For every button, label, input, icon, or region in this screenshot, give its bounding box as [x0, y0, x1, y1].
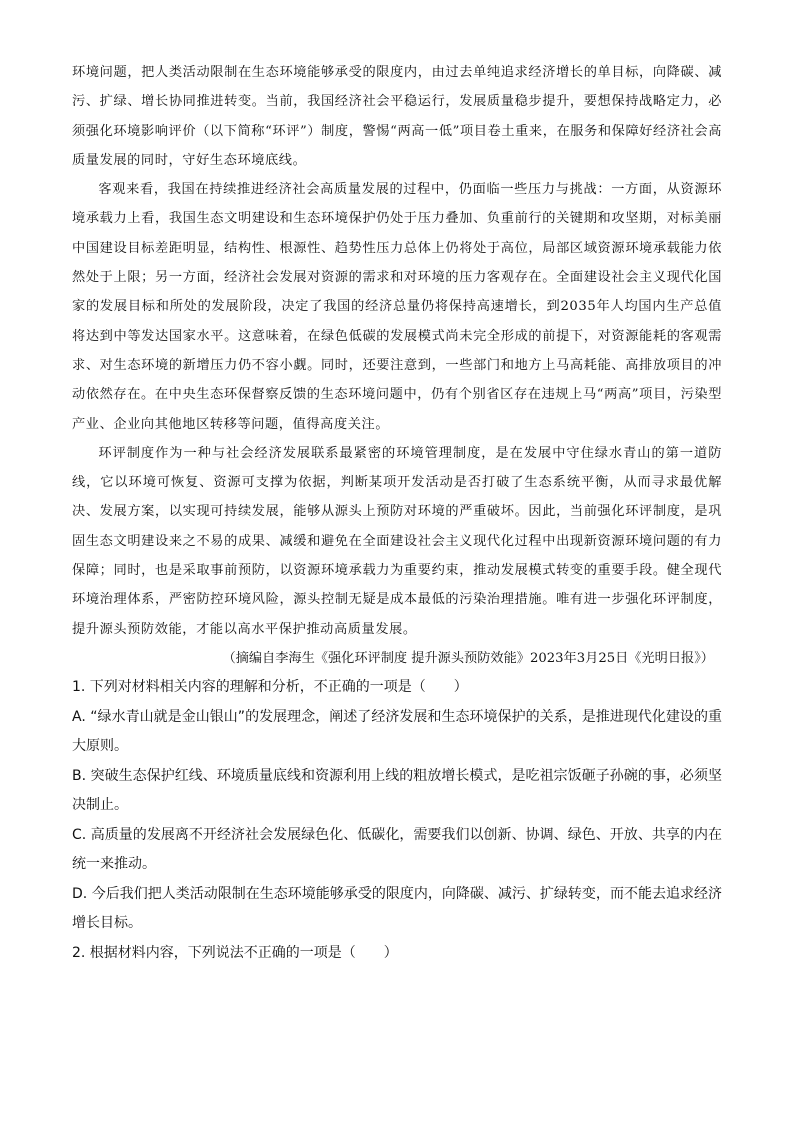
question-2 — [72, 939, 722, 969]
article-paragraph-1: 环境问题，把人类活动限制在生态环境能够承受的限度内，由过去单纯追求经济增长的单目标，向降碳、减污、扩绿、增长协同推进转变。当前，我国经济社会平稳运行，发展质量稳步提升，要想保持战略定力，必须强化环境影响评价（以下简称“环评”）制度，警惕“两高一低”项目卷土重来，在服务和保障好经济社会高质量发展的同时，守好生态环境底线。 — [72, 65, 722, 168]
article-paragraph-3: 环评制度作为一种与社会经济发展联系最紧密的环境管理制度，是在发展中守住绿水青山的第一道防线，它以环境可恢复、资源可支撑为依据，判断某项开发活动是否打破了生态系统平衡，从而寻求最优解决、发展方案，以实现可持续发展，能够从源头上预防对环境的严重破坏。因此，当前强化环评制度，是巩固生态文明建设来之不易的成果、减缓和避免在全面建设社会主义现代化过程中出现新资源环境问题的有力保障；同时，也是采取事前预防，以资源环境承载力为重要约束，推动发展模式转变的重要手段。健全现代环境治理体系，严密防控环境风险，源头控制无疑是成本最低的污染治理措施。唯有进一步强化环评制度，提升源头预防效能，才能以高水平保护推动高质量发展。 — [72, 445, 722, 637]
question-1 — [72, 673, 722, 939]
article-paragraph-2: 客观来看，我国在持续推进经济社会高质量发展的过程中，仍面临一些压力与挑战：一方面，从资源环境承载力上看，我国生态文明建设和生态环境保护仍处于压力叠加、负重前行的关键期和攻坚期，对标美丽中国建设目标差距明显，结构性、根源性、趋势性压力总体上仍将处于高位，局部区域资源环境承载能力依然处于上限；另一方面，经济社会发展对资源的需求和对环境的压力客观存在。全面建设社会主义现代化国家的发展目标和所处的发展阶段，决定了我国的经济总量仍将保持高速增长，到2035年人均国内生产总值将达到中等发达国家水平。这意味着，在绿色低碳的发展模式尚未完全形成的前提下，对资源能耗的客观需求、对生态环境的新增压力仍不容小觑。同时，还要注意到，一些部门和地方上马高耗能、高排放项目的冲动依然存在。在中央生态环保督察反馈的生态环境问题中，仍有个别省区存在违规上马“两高”项目，污染型产业、企业向其他地区转移等问题，值得高度关注。 — [72, 182, 722, 432]
article-source: （摘编自李海生《强化环评制度 提升源头预防效能》2023年3月25日《光明日报》） — [222, 650, 714, 666]
question-stem: 2. 根据材料内容，下列说法不正确的一项是（ ） — [72, 944, 398, 961]
document-page — [72, 58, 722, 968]
option-c: C. 高质量的发展离不开经济社会发展绿色化、低碳化，需要我们以创新、协调、绿色、开放、共享的内在统一来推动。 — [72, 826, 722, 873]
option-d: D. 今后我们把人类活动限制在生态环境能够承受的限度内，向降碳、减污、扩绿转变，而不能去追求经济增长目标。 — [72, 885, 722, 932]
question-stem: 1. 下列对材料相关内容的理解和分析，不正确的一项是（ ） — [72, 679, 468, 696]
option-a: A. “绿水青山就是金山银山”的发展理念，阐述了经济发展和生态环境保护的关系，是推进现代化建设的重大原则。 — [72, 708, 722, 755]
article — [72, 58, 722, 673]
option-b: B. 突破生态保护红线、环境质量底线和资源利用上线的粗放增长模式，是吃祖宗饭砸子孙碗的事，必须坚决制止。 — [72, 767, 722, 814]
